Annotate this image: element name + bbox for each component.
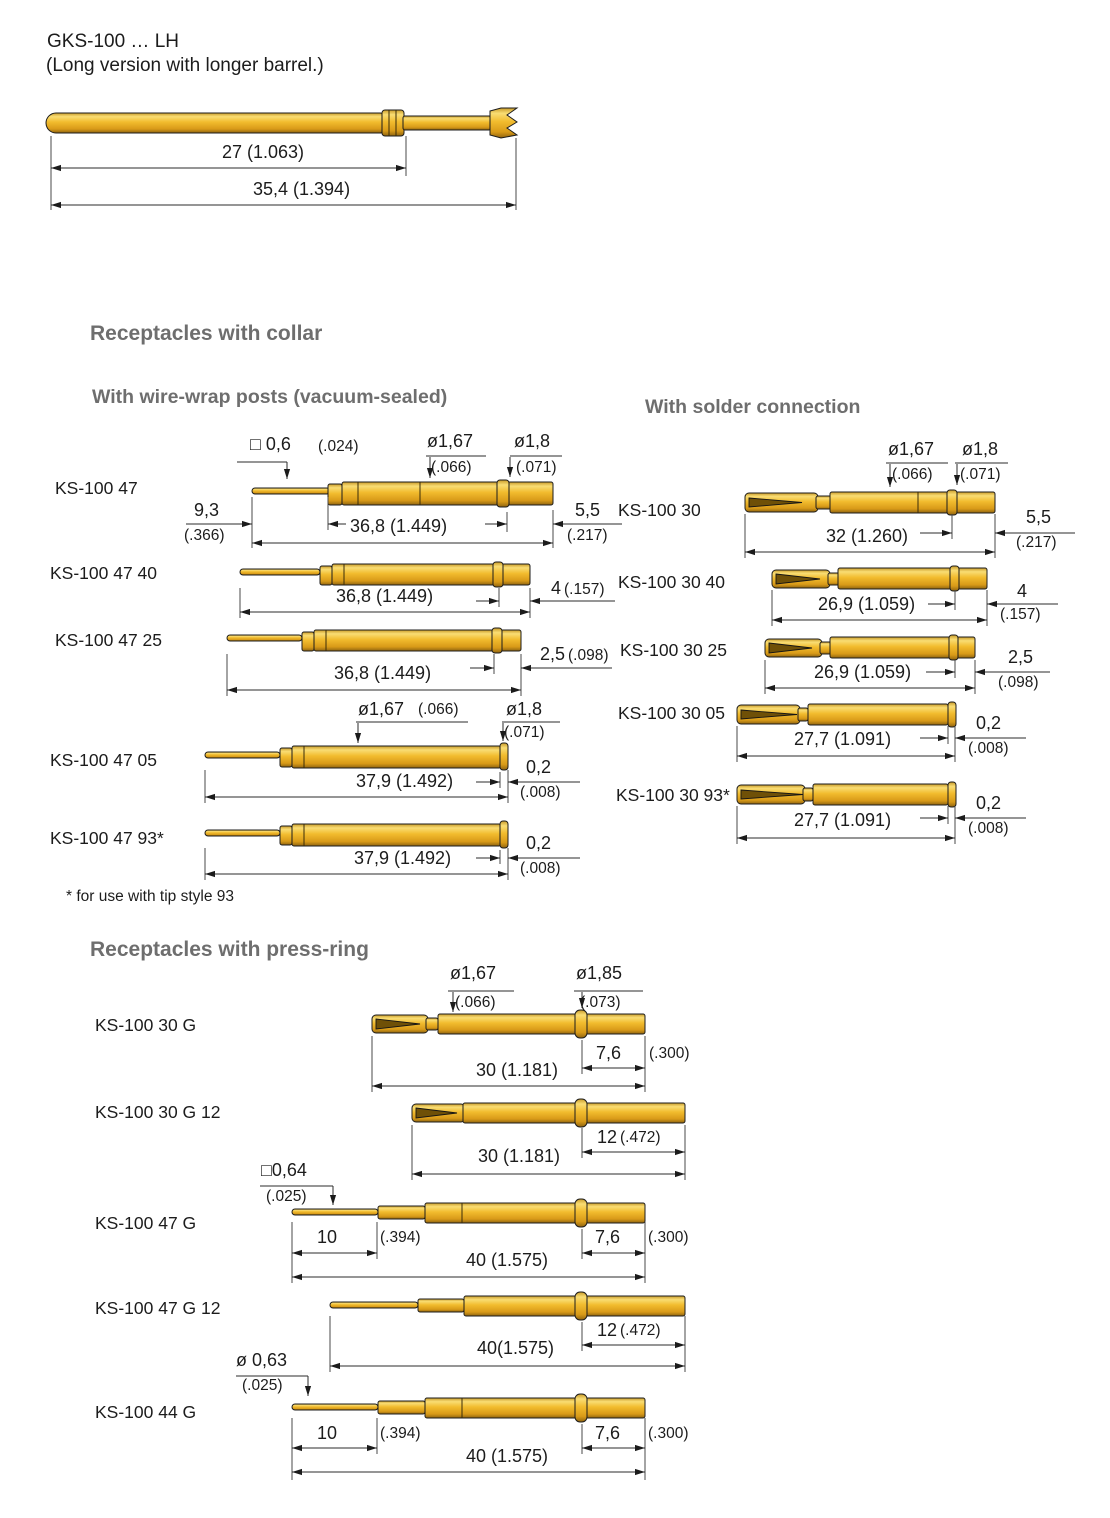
dim-length: 36,8 (1.449): [336, 586, 434, 606]
dim-tail: 7,6: [595, 1423, 621, 1443]
dim-tail-in: (.472): [620, 1322, 661, 1339]
dim-dia2-in: (.071): [516, 459, 557, 476]
dim-tail: 0,2: [526, 833, 552, 853]
dim-dia: ø 0,63: [236, 1350, 288, 1370]
dim-length: 37,9 (1.492): [356, 771, 454, 791]
dim-length: 27,7 (1.091): [794, 810, 892, 830]
dim-dia2: ø1,8: [514, 431, 551, 451]
row-label: KS-100 30: [618, 500, 701, 520]
dim-length: 27,7 (1.091): [794, 729, 892, 749]
row-label: KS-100 47 25: [55, 630, 163, 650]
dim-square: □0,64: [261, 1160, 307, 1180]
dim-post: 9,3: [194, 500, 220, 520]
dim-post-in: (.394): [380, 1229, 421, 1246]
dim-length: 26,9 (1.059): [818, 594, 916, 614]
dim-tail: 0,2: [976, 713, 1002, 733]
dim-square-in: (.024): [318, 438, 359, 455]
section-pressring-title: Receptacles with press-ring: [90, 938, 369, 961]
dim-tail-in: (.008): [968, 820, 1009, 837]
dim-length: 32 (1.260): [826, 526, 909, 546]
dim-tail-in: (.300): [648, 1229, 689, 1246]
dim-length: 26,9 (1.059): [814, 662, 912, 682]
dim-post: 10: [317, 1227, 338, 1247]
dim-tail: 5,5: [1026, 507, 1052, 527]
dim-dia2-in: (.071): [960, 466, 1001, 483]
dim-dia1-in: (.066): [892, 466, 933, 483]
dim-tail-in: (.157): [1000, 606, 1041, 623]
dim-length: 36,8 (1.449): [334, 663, 432, 683]
dim-length: 36,8 (1.449): [350, 516, 448, 536]
row-label: KS-100 47 G: [95, 1213, 197, 1233]
dim-tail: 0,2: [526, 757, 552, 777]
dim-tail-in: (.217): [1016, 534, 1057, 551]
dim-tail: 2,5: [540, 644, 566, 664]
dim-tail: 12: [597, 1320, 618, 1340]
row-label: KS-100 30 25: [620, 640, 728, 660]
footnote: * for use with tip style 93: [66, 888, 234, 905]
row-label: KS-100 30 93*: [616, 785, 730, 805]
section-wirewrap-title: With wire-wrap posts (vacuum-sealed): [92, 386, 448, 408]
dim-dia2: ø1,8: [962, 439, 999, 459]
dim-length: 40 (1.575): [466, 1446, 549, 1466]
dim-length: 40 (1.575): [466, 1250, 549, 1270]
row-label: KS-100 44 G: [95, 1402, 197, 1422]
page-title: GKS-100 … LH: [47, 31, 179, 52]
section-solder-title: With solder connection: [645, 396, 861, 418]
dim-tail-in: (.098): [998, 674, 1039, 691]
dim-dia1-in: (.066): [418, 701, 459, 718]
dim-tail-in: (.157): [564, 581, 605, 598]
dim-length: 40(1.575): [477, 1338, 555, 1358]
dim-tail-in: (.008): [520, 860, 561, 877]
dim-gks-total: 35,4 (1.394): [253, 179, 351, 199]
dim-dia2-in: (.073): [580, 994, 621, 1011]
dim-dia1: ø1,67: [427, 431, 474, 451]
dim-length: 37,9 (1.492): [354, 848, 452, 868]
dim-tail: 7,6: [595, 1227, 621, 1247]
dim-tail: 4: [551, 578, 562, 598]
dim-length: 30 (1.181): [478, 1146, 561, 1166]
dim-tail-in: (.098): [568, 647, 609, 664]
dim-tail-in: (.472): [620, 1129, 661, 1146]
dim-length: 30 (1.181): [476, 1060, 559, 1080]
dim-tail-in: (.300): [648, 1425, 689, 1442]
probe-ks-100-44-g: [292, 1394, 645, 1480]
page-subtitle: (Long version with longer barrel.): [46, 55, 324, 76]
dim-square-in: (.025): [266, 1188, 307, 1205]
row-label: KS-100 30 05: [618, 703, 726, 723]
dim-dia1: ø1,67: [450, 963, 497, 983]
dim-dia1: ø1,67: [888, 439, 935, 459]
dim-post-in: (.394): [380, 1425, 421, 1442]
section-collar-title: Receptacles with collar: [90, 322, 323, 345]
row-label: KS-100 47 05: [50, 750, 158, 770]
row-label: KS-100 30 G 12: [95, 1102, 221, 1122]
dim-tail: 5,5: [575, 500, 601, 520]
dim-post: 10: [317, 1423, 338, 1443]
dim-tail-in: (.217): [567, 527, 608, 544]
dim-gks-barrel: 27 (1.063): [222, 142, 305, 162]
dim-dia-in: (.025): [242, 1377, 283, 1394]
dim-tail: 12: [597, 1127, 618, 1147]
row-label: KS-100 47 40: [50, 563, 158, 583]
dim-tail: 2,5: [1008, 647, 1034, 667]
dim-square: □ 0,6: [250, 434, 291, 454]
row-label: KS-100 47 93*: [50, 828, 164, 848]
dim-tail: 7,6: [596, 1043, 622, 1063]
dim-dia1: ø1,67: [358, 699, 405, 719]
dim-dia1-in: (.066): [431, 459, 472, 476]
dim-dia1-in: (.066): [455, 994, 496, 1011]
dim-tail-in: (.008): [968, 740, 1009, 757]
dim-tail-in: (.008): [520, 784, 561, 801]
dim-tail: 0,2: [976, 793, 1002, 813]
dim-dia2: ø1,85: [576, 963, 623, 983]
dim-tail-in: (.300): [649, 1045, 690, 1062]
dim-tail: 4: [1017, 581, 1028, 601]
row-label: KS-100 47: [55, 478, 138, 498]
row-label: KS-100 47 G 12: [95, 1298, 221, 1318]
row-label: KS-100 30 G: [95, 1015, 197, 1035]
dim-dia2-in: (.071): [504, 724, 545, 741]
dim-dia2: ø1,8: [506, 699, 543, 719]
row-label: KS-100 30 40: [618, 572, 726, 592]
dim-post-in: (.366): [184, 527, 225, 544]
